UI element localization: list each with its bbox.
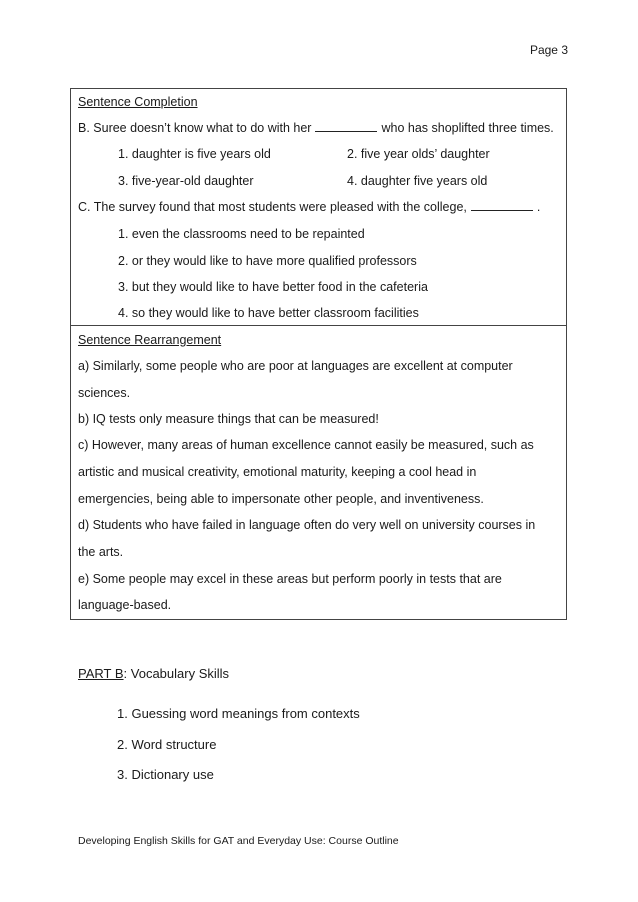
sentence-completion-box [70, 88, 567, 326]
section-heading: Sentence Rearrangement [78, 333, 222, 347]
option: 3. five-year-old daughter [118, 174, 254, 188]
rearrangement-line: a) Similarly, some people who are poor at languages are excellent at computer [78, 359, 513, 373]
option: 3. but they would like to have better food in the cafeteria [118, 280, 428, 294]
option: 2. or they would like to have more qualified professors [118, 254, 417, 268]
question-b [78, 121, 554, 135]
option: 2. five year olds’ daughter [347, 147, 490, 161]
part-b-label: PART B [78, 666, 124, 681]
answer-blank [315, 121, 377, 132]
rearrangement-line: artistic and musical creativity, emotional maturity, keeping a cool head in [78, 465, 477, 479]
option: 4. daughter five years old [347, 174, 488, 188]
vocabulary-item: 1. Guessing word meanings from contexts [117, 706, 360, 721]
page-footer: Developing English Skills for GAT and Everyday Use: Course Outline [78, 835, 399, 847]
part-b-heading [78, 666, 229, 681]
option: 1. even the classrooms need to be repainted [118, 227, 365, 241]
rearrangement-line: emergencies, being able to impersonate other people, and inventiveness. [78, 492, 484, 506]
vocabulary-item: 3. Dictionary use [117, 767, 214, 782]
rearrangement-line: language-based. [78, 598, 172, 612]
question-c [78, 200, 540, 214]
question-text: B. Suree doesn’t know what to do with her [78, 121, 312, 135]
rearrangement-line: e) Some people may excel in these areas but perform poorly in tests that are [78, 572, 502, 586]
rearrangement-line: c) However, many areas of human excellence cannot easily be measured, such as [78, 438, 534, 452]
part-b-title: : Vocabulary Skills [123, 666, 230, 681]
option: 4. so they would like to have better classroom facilities [118, 306, 419, 320]
question-text: C. The survey found that most students were pleased with the college, [78, 200, 467, 214]
vocabulary-item: 2. Word structure [117, 737, 217, 752]
rearrangement-line: b) IQ tests only measure things that can be measured! [78, 412, 379, 426]
answer-blank [471, 200, 533, 211]
rearrangement-line: sciences. [78, 386, 131, 400]
rearrangement-line: the arts. [78, 545, 124, 559]
section-heading: Sentence Completion [78, 95, 198, 109]
option: 1. daughter is five years old [118, 147, 271, 161]
question-text: who has shoplifted three times. [381, 121, 554, 135]
page-number: Page 3 [529, 43, 568, 57]
sentence-rearrangement-box [70, 325, 567, 620]
rearrangement-line: d) Students who have failed in language often do very well on university courses in [78, 518, 536, 532]
question-text: . [536, 200, 541, 214]
